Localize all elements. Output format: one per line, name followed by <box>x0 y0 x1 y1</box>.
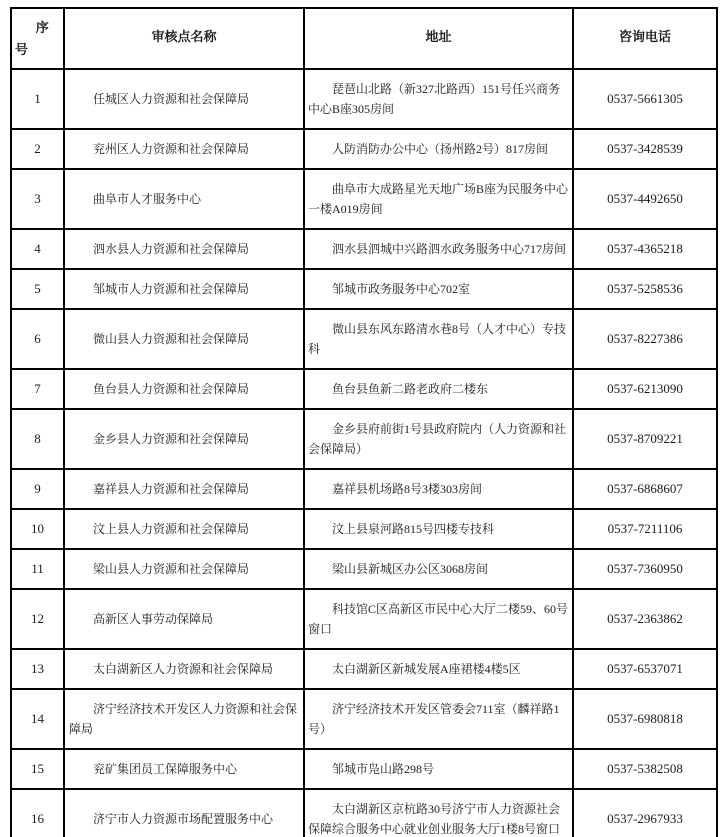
cell-phone: 0537-4365218 <box>573 229 717 269</box>
cell-name: 济宁经济技术开发区人力资源和社会保障局 <box>64 689 304 749</box>
cell-no: 14 <box>11 689 64 749</box>
cell-name: 嘉祥县人力资源和社会保障局 <box>64 469 304 509</box>
cell-address: 曲阜市大成路星光天地广场B座为民服务中心一楼A019房间 <box>304 169 573 229</box>
table-row <box>11 69 717 129</box>
cell-address: 金乡县府前街1号县政府院内（人力资源和社会保障局） <box>304 409 573 469</box>
cell-phone: 0537-2363862 <box>573 589 717 649</box>
cell-name: 任城区人力资源和社会保障局 <box>64 69 304 129</box>
cell-name: 高新区人事劳动保障局 <box>64 589 304 649</box>
cell-address: 太白湖新区新城发展A座裙楼4楼5区 <box>304 649 573 689</box>
cell-no: 4 <box>11 229 64 269</box>
cell-no: 12 <box>11 589 64 649</box>
cell-phone: 0537-8227386 <box>573 309 717 369</box>
table-body <box>11 69 717 837</box>
cell-name: 汶上县人力资源和社会保障局 <box>64 509 304 549</box>
table-row <box>11 309 717 369</box>
cell-name: 金乡县人力资源和社会保障局 <box>64 409 304 469</box>
cell-name: 济宁市人力资源市场配置服务中心 <box>64 789 304 837</box>
cell-name: 曲阜市人才服务中心 <box>64 169 304 229</box>
cell-address: 汶上县泉河路815号四楼专技科 <box>304 509 573 549</box>
cell-address: 济宁经济技术开发区管委会711室（麟祥路1号） <box>304 689 573 749</box>
cell-no: 1 <box>11 69 64 129</box>
cell-no: 8 <box>11 409 64 469</box>
header-cell-no: 序号 <box>11 8 64 69</box>
cell-name: 泗水县人力资源和社会保障局 <box>64 229 304 269</box>
cell-phone: 0537-2967933 <box>573 789 717 837</box>
table-row <box>11 469 717 509</box>
cell-phone: 0537-7211106 <box>573 509 717 549</box>
cell-no: 10 <box>11 509 64 549</box>
table-row <box>11 129 717 169</box>
header-row <box>11 8 717 69</box>
cell-phone: 0537-3428539 <box>573 129 717 169</box>
cell-phone: 0537-4492650 <box>573 169 717 229</box>
cell-phone: 0537-5661305 <box>573 69 717 129</box>
table-row <box>11 169 717 229</box>
table-row <box>11 269 717 309</box>
table-row <box>11 509 717 549</box>
cell-no: 11 <box>11 549 64 589</box>
header-cell-name: 审核点名称 <box>64 8 304 69</box>
cell-no: 13 <box>11 649 64 689</box>
cell-address: 邹城市政务服务中心702室 <box>304 269 573 309</box>
table-header <box>11 8 717 69</box>
cell-name: 兖矿集团员工保障服务中心 <box>64 749 304 789</box>
cell-phone: 0537-6868607 <box>573 469 717 509</box>
cell-phone: 0537-5258536 <box>573 269 717 309</box>
table-row <box>11 589 717 649</box>
cell-name: 邹城市人力资源和社会保障局 <box>64 269 304 309</box>
header-cell-address: 地址 <box>304 8 573 69</box>
table-row <box>11 689 717 749</box>
cell-name: 鱼台县人力资源和社会保障局 <box>64 369 304 409</box>
cell-no: 7 <box>11 369 64 409</box>
cell-address: 科技馆C区高新区市民中心大厅二楼59、60号窗口 <box>304 589 573 649</box>
cell-no: 15 <box>11 749 64 789</box>
cell-address: 微山县东风东路清水巷8号（人才中心）专技科 <box>304 309 573 369</box>
cell-phone: 0537-6537071 <box>573 649 717 689</box>
table-row <box>11 649 717 689</box>
cell-address: 嘉祥县机场路8号3楼303房间 <box>304 469 573 509</box>
cell-no: 5 <box>11 269 64 309</box>
cell-address: 泗水县泗城中兴路泗水政务服务中心717房间 <box>304 229 573 269</box>
cell-address: 邹城市凫山路298号 <box>304 749 573 789</box>
cell-name: 梁山县人力资源和社会保障局 <box>64 549 304 589</box>
table-row <box>11 789 717 837</box>
cell-no: 16 <box>11 789 64 837</box>
cell-phone: 0537-8709221 <box>573 409 717 469</box>
table-row <box>11 749 717 789</box>
cell-name: 太白湖新区人力资源和社会保障局 <box>64 649 304 689</box>
cell-no: 6 <box>11 309 64 369</box>
cell-no: 3 <box>11 169 64 229</box>
cell-address: 鱼台县鱼新二路老政府二楼东 <box>304 369 573 409</box>
cell-phone: 0537-6213090 <box>573 369 717 409</box>
cell-name: 兖州区人力资源和社会保障局 <box>64 129 304 169</box>
cell-address: 太白湖新区京杭路30号济宁市人力资源社会保障综合服务中心就业创业服务大厅1楼8号窗口 <box>304 789 573 837</box>
cell-phone: 0537-6980818 <box>573 689 717 749</box>
table-row <box>11 369 717 409</box>
table-row <box>11 229 717 269</box>
audit-points-table <box>10 7 718 837</box>
cell-address: 人防消防办公中心（扬州路2号）817房间 <box>304 129 573 169</box>
cell-phone: 0537-5382508 <box>573 749 717 789</box>
header-cell-phone: 咨询电话 <box>573 8 717 69</box>
cell-address: 梁山县新城区办公区3068房间 <box>304 549 573 589</box>
cell-address: 琵琶山北路（新327北路西）151号任兴商务中心B座305房间 <box>304 69 573 129</box>
table-row <box>11 409 717 469</box>
table-row <box>11 549 717 589</box>
cell-phone: 0537-7360950 <box>573 549 717 589</box>
cell-no: 2 <box>11 129 64 169</box>
cell-no: 9 <box>11 469 64 509</box>
cell-name: 微山县人力资源和社会保障局 <box>64 309 304 369</box>
